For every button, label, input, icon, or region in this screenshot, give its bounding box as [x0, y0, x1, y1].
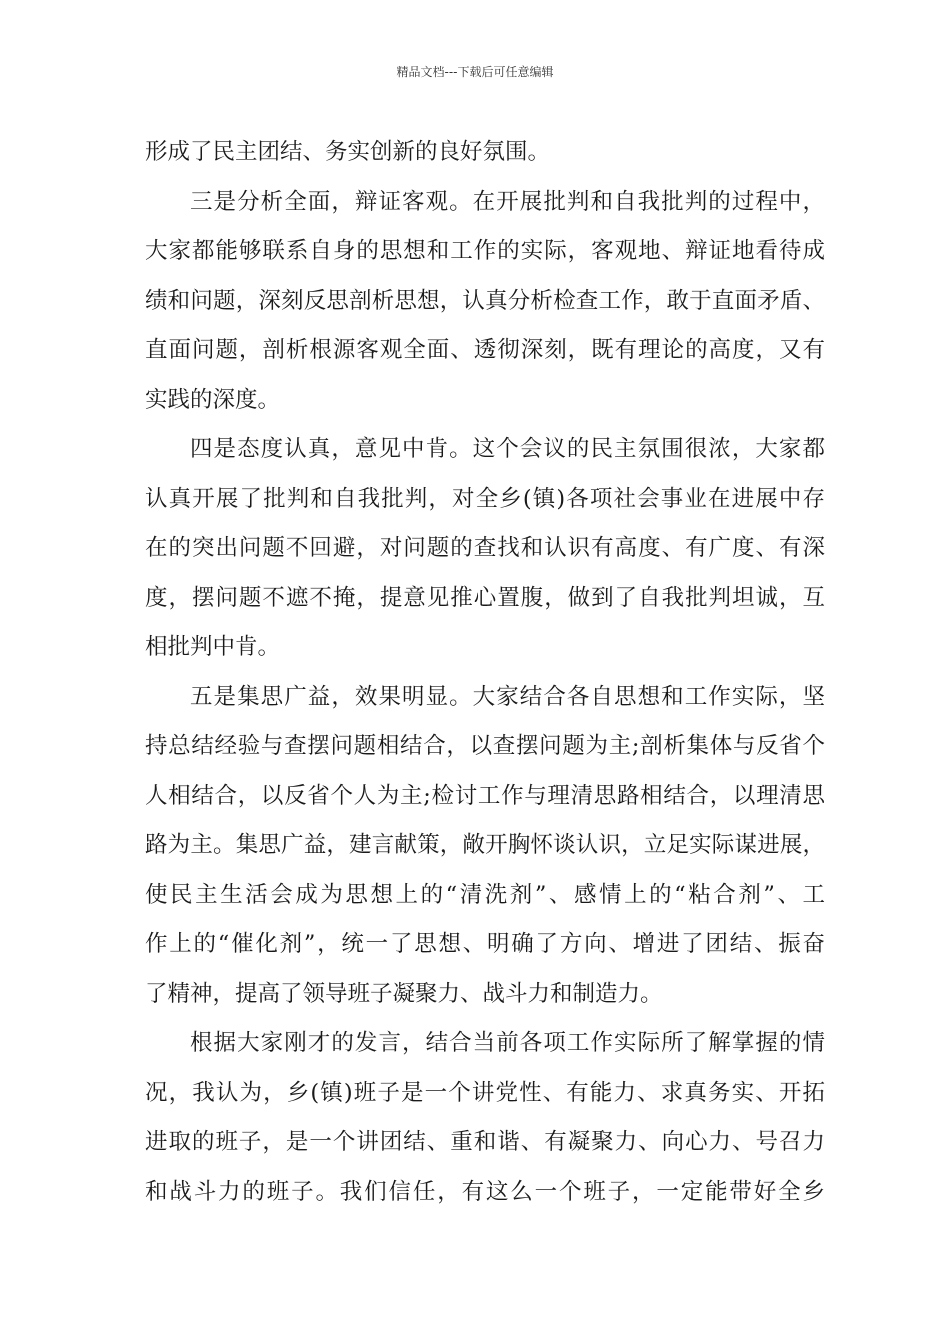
paragraph-line: 四是态度认真，意见中肯。这个会议的民主氛围很浓，大家都	[190, 436, 825, 462]
paragraph-line: 三是分析全面，辩证客观。在开展批判和自我批判的过程中，	[190, 188, 825, 215]
paragraph-line: 人相结合，以反省个人为主;检讨工作与理清思路相结合，以理清思	[145, 782, 825, 809]
document-body	[145, 128, 825, 1217]
paragraph-line: 直面问题，剖析根源客观全面、透彻深刻，既有理论的高度，又有	[145, 337, 825, 363]
paragraph-line: 形成了民主团结、务实创新的良好氛围。	[145, 139, 551, 165]
paragraph-line: 况，我认为，乡(镇)班子是一个讲党性、有能力、求真务实、开拓	[145, 1079, 825, 1106]
paragraph-line: 和战斗力的班子。我们信任，有这么一个班子，一定能带好全乡	[145, 1178, 825, 1205]
paragraph-line: 在的突出问题不回避，对问题的查找和认识有高度、有广度、有深	[145, 535, 825, 561]
paragraph-line: 绩和问题，深刻反思剖析思想，认真分析检查工作，敢于直面矛盾、	[145, 287, 825, 314]
paragraph-line: 度，摆问题不遮不掩，提意见推心置腹，做到了自我批判坦诚，互	[145, 584, 825, 611]
paragraph-5	[145, 1019, 825, 1217]
page-header: 精品文档---下载后可任意编辑	[396, 65, 554, 79]
paragraph-line: 路为主。集思广益，建言献策，敞开胸怀谈认识，立足实际谋进展，	[145, 832, 825, 858]
paragraph-line: 作上的“催化剂”，统一了思想、明确了方向、增进了团结、振奋	[145, 931, 825, 957]
paragraph-3	[145, 425, 825, 673]
paragraph-line: 了精神，提高了领导班子凝聚力、战斗力和制造力。	[145, 980, 663, 1007]
paragraph-line: 大家都能够联系自身的思想和工作的实际，客观地、辩证地看待成	[145, 238, 825, 264]
paragraph-4	[145, 673, 825, 1020]
paragraph-line: 五是集思广益，效果明显。大家结合各自思想和工作实际，坚	[190, 683, 825, 710]
paragraph-line: 认真开展了批判和自我批判，对全乡(镇)各项社会事业在进展中存	[145, 485, 825, 512]
paragraph-2	[145, 178, 825, 426]
paragraph-line: 持总结经验与查摆问题相结合，以查摆问题为主;剖析集体与反省个	[145, 733, 825, 759]
paragraph-line: 相批判中肯。	[145, 634, 281, 660]
paragraph-line: 使民主生活会成为思想上的“清洗剂”、感情上的“粘合剂”、工	[145, 881, 825, 908]
paragraph-line: 实践的深度。	[145, 386, 281, 413]
paragraph-line: 根据大家刚才的发言，结合当前各项工作实际所了解掌握的情	[190, 1030, 825, 1056]
paragraph-1	[145, 128, 825, 178]
paragraph-line: 进取的班子，是一个讲团结、重和谐、有凝聚力、向心力、号召力	[145, 1129, 825, 1155]
